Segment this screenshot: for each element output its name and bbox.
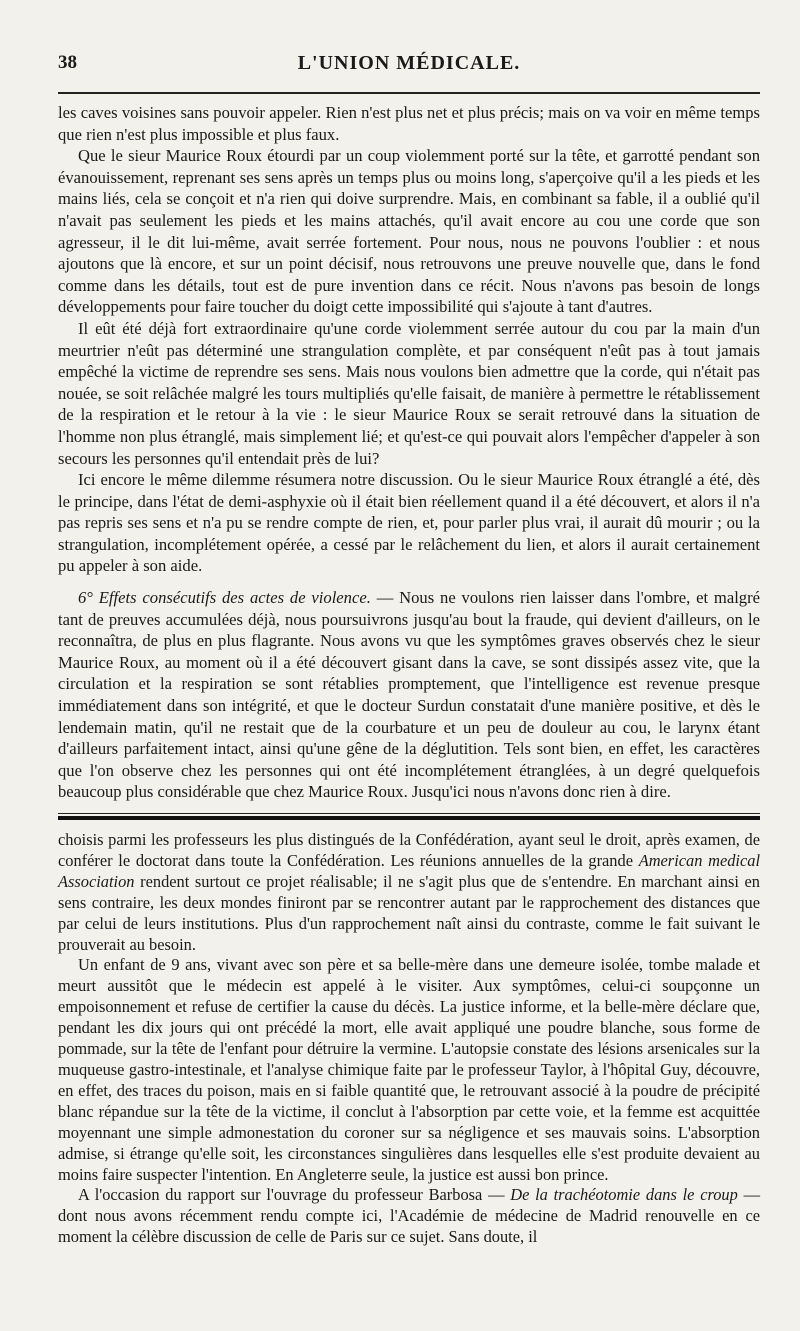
paragraph: Un enfant de 9 ans, vivant avec son père et sa belle-mère dans une demeure isolée, tombe malade et meurt aussitôt que le médecin est appelé à le visiter. Aux symptômes, celui-ci soupçonne un empoisonnement et refuse de certifier la cause du décès. La justice informe, et la belle-mère déclare que, pendant les dix jours qui ont précédé la mort, elle avait appliqué une poudre blanche, sous forme de pommade, sur la tête de l'enfant pour détruire la vermine. L'autopsie constate des lésions arsenicales sur la muqueuse gastro-intestinale, et l'analyse chimique faite par le professeur Taylor, à l'hôpital Guy, découvre, en effet, des traces du poison, mais en si faible quantité que, le retrouvant associé à la poudre de précipité blanc répandue sur la tête de la victime, il conclut à l'absorption par cette voie, et la femme est acquittée moyennant une simple admonestation du coroner sur sa négligence et ses mauvais soins. L'absorption admise, si étrange qu'elle soit, les circonstances singulières dans lesquelles elle s'est produite devaient au moins faire suspecter l'intention. En Angleterre seule, la justice est aussi bon prince. [58,955,760,1184]
italic-text: American medical Association [58,850,760,891]
page-header [58,52,760,86]
page-number: 38 [58,52,77,73]
paragraph: les caves voisines sans pouvoir appeler. Rien n'est plus net et plus précis; mais on va voir en même temps que rien n'est plus impossible et plus faux. [58,103,760,144]
paragraph-gap [58,577,760,587]
section-heading: 6° Effets consécutifs des actes de violence. [78,588,371,608]
paragraph [58,587,760,803]
paragraph-text: rendent surtout ce projet réalisable; il ne s'agit plus que de s'entendre. En marchant ainsi en sens contraire, les deux mondes finiront par se rencontrer autant par le rapprochement des distances que par celui de leurs institutions. Plus d'un rapprochement naît ainsi du contraste, comme le fait suivant le prouverait au besoin. [58,871,760,954]
feuilleton-divider [58,813,760,820]
feuilleton [58,830,760,1248]
divider-thick-rule [58,816,760,820]
running-title: L'UNION MÉDICALE. [297,52,521,74]
header-rule [58,92,760,94]
paragraph [58,830,760,955]
paragraph: Que le sieur Maurice Roux étourdi par un coup violemment porté sur la tête, et garrotté pendant son évanouissement, reprenant ses sens après un temps plus ou moins long, s'aperçoive qu'il a les pieds et les mains liés, cela se conçoit et n'a rien qui doive surprendre. Mais, en combinant sa fable, il a oublié qu'il n'avait pas seulement les pieds et les mains attachés, qu'il avait encore au cou une corde que son agresseur, il le dit lui-même, avait serrée fortement. Pour nous, nous ne pouvons l'oublier : et nous ajoutons que là encore, et sur un point décisif, nous retrouvons une preuve nouvelle que, dans le fond comme dans les détails, tout est de pure invention dans ce récit. Nous n'avons pas besoin de longs développements pour faire toucher du doigt cette impossibilité qui s'ajoute à tant d'autres. [58,146,760,317]
paragraph: Il eût été déjà fort extraordinaire qu'une corde violemment serrée autour du cou par la main d'un meurtrier n'eût pas déterminé une strangulation complète, et par conséquent n'eût pas à tout jamais empêché la victime de reprendre ses sens. Mais nous voulons bien admettre que la corde, qui n'était pas nouée, se soit relâchée malgré les tours multipliés qu'elle faisait, de manière à permettre le rétablissement de la respiration et le retour à la vie : le sieur Maurice Roux se serait retrouvé dans la situation de l'homme non plus étranglé, mais simplement lié; et qu'est-ce qui pouvait alors l'empêcher d'appeler à son secours les personnes qu'il entendait près de lui? [58,318,760,468]
main-article [58,102,760,803]
paragraph-text: choisis parmi les professeurs les plus distingués de la Confédération, ayant seul le droit, après examen, de conférer le doctorat dans toute la Confédération. Les réunions annuelles de la grande [58,830,760,870]
paragraph [58,1185,760,1248]
paragraph-text: — Nous ne voulons rien laisser dans l'ombre, et malgré tant de preuves accumulées déjà, nous poursuivrons jusqu'au bout la fraude, qui devient d'ailleurs, on le reconnaîtra, de plus en plus flagrante. Nous avons vu que les symptômes graves observés chez le sieur Maurice Roux, au moment où il a été découvert gisant dans la cave, se sont dissipés assez vite, que la circulation et la respiration se sont rétablies promptement, que l'intelligence est revenue presque immédiatement dans son intégrité, et que le docteur Surdun constatait d'une manière positive, et dès le lendemain matin, qu'il ne restait que de la courbature et un peu de douleur au cou, le larynx étant d'ailleurs parfaitement intact, ainsi qu'une gêne de la déglutition. Tels sont bien, en effet, les caractères que l'on observe chez les personnes qui ont été incomplétement étranglées, à un degré quelquefois beaucoup plus considérable que chez Maurice Roux. Jusqu'ici nous n'avons donc rien à dire. [58,588,760,802]
paragraph: Ici encore le même dilemme résumera notre discussion. Ou le sieur Maurice Roux étranglé a été, dès le principe, dans l'état de demi-asphyxie où il était bien réellement quand il a été découvert, et alors il n'a pas repris ses sens et n'a pu se rendre compte de rien, et, pour parler plus vrai, il aurait dû mourir ; ou la strangulation, incomplétement opérée, a cessé par le relâchement du lien, et alors il aurait certainement pu appeler à son aide. [58,470,760,576]
italic-text: De la trachéotomie dans le croup [510,1185,738,1205]
paragraph-text: — dont nous avons récemment rendu compte ici, l'Académie de médecine de Madrid renouvelle en ce moment la célèbre discussion de celle de Paris sur ce sujet. Sans doute, il [58,1185,760,1247]
paragraph-text: A l'occasion du rapport sur l'ouvrage du professeur Barbosa — [78,1185,511,1205]
divider-thin-rule [58,813,760,814]
